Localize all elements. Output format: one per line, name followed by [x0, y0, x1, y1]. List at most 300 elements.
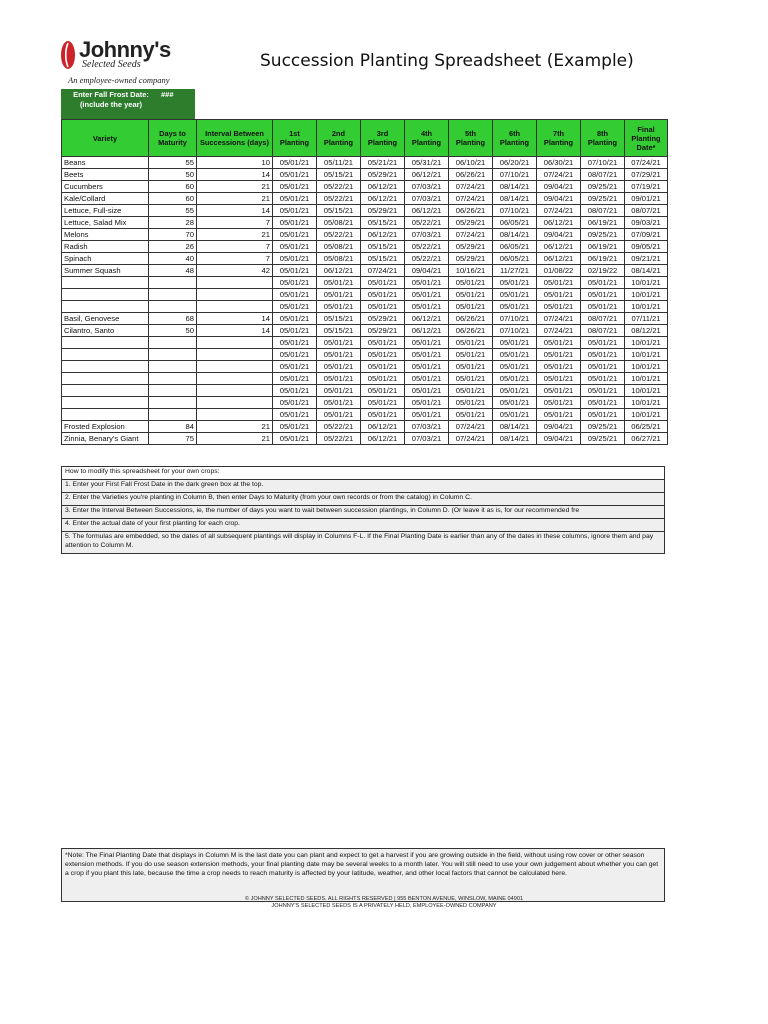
table-row: [62, 361, 668, 373]
interval-cell[interactable]: 7: [197, 241, 273, 253]
interval-cell[interactable]: [197, 337, 273, 349]
variety-cell[interactable]: [62, 361, 149, 373]
final-planting-date-cell: 06/27/21: [625, 433, 668, 445]
planting-date-cell: 09/04/21: [405, 265, 449, 277]
planting-date-cell: 05/15/21: [361, 253, 405, 265]
planting-date-cell: 05/01/21: [537, 361, 581, 373]
variety-cell[interactable]: [62, 277, 149, 289]
planting-date-cell: 06/12/21: [361, 229, 405, 241]
planting-date-cell: 06/12/21: [537, 241, 581, 253]
column-header: 1st Planting: [273, 120, 317, 157]
planting-date-cell: 05/01/21: [361, 409, 405, 421]
planting-date-cell: 05/01/21: [317, 409, 361, 421]
planting-date-cell: 06/05/21: [493, 241, 537, 253]
planting-date-cell: 05/01/21: [537, 373, 581, 385]
interval-cell[interactable]: [197, 373, 273, 385]
interval-cell[interactable]: 7: [197, 253, 273, 265]
column-header: 2nd Planting: [317, 120, 361, 157]
planting-date-cell: 05/22/21: [317, 229, 361, 241]
interval-cell[interactable]: 21: [197, 181, 273, 193]
planting-date-cell: 05/01/21: [449, 349, 493, 361]
variety-cell[interactable]: Cucumbers: [62, 181, 149, 193]
planting-date-cell: 06/19/21: [581, 253, 625, 265]
planting-date-cell: 07/24/21: [449, 421, 493, 433]
interval-cell[interactable]: [197, 301, 273, 313]
table-row: [62, 301, 668, 313]
planting-date-cell: 06/05/21: [493, 253, 537, 265]
planting-date-cell: 09/25/21: [581, 181, 625, 193]
variety-cell[interactable]: [62, 337, 149, 349]
planting-date-cell[interactable]: 05/01/21: [273, 253, 317, 265]
table-row: [62, 277, 668, 289]
instruction-step: 1. Enter your First Fall Frost Date in the dark green box at the top.: [62, 480, 664, 493]
planting-date-cell[interactable]: 05/01/21: [273, 421, 317, 433]
planting-date-cell: 05/01/21: [449, 361, 493, 373]
planting-date-cell: 06/26/21: [449, 169, 493, 181]
planting-date-cell: 05/29/21: [361, 313, 405, 325]
planting-date-cell: 05/01/21: [537, 385, 581, 397]
instructions-heading: How to modify this spreadsheet for your own crops:: [62, 467, 664, 480]
planting-date-cell: 05/22/21: [317, 181, 361, 193]
table-row: [62, 337, 668, 349]
column-header: Final Planting Date*: [625, 120, 668, 157]
planting-date-cell: 05/22/21: [405, 241, 449, 253]
planting-date-cell: 06/12/21: [537, 253, 581, 265]
planting-date-cell: 05/15/21: [361, 217, 405, 229]
planting-date-cell: 11/27/21: [493, 265, 537, 277]
interval-cell[interactable]: [197, 361, 273, 373]
planting-date-cell: 06/10/21: [449, 157, 493, 169]
planting-date-cell[interactable]: 05/01/21: [273, 361, 317, 373]
planting-date-cell: 07/24/21: [449, 433, 493, 445]
planting-date-cell[interactable]: 05/01/21: [273, 385, 317, 397]
frost-date-label: Enter Fall Frost Date: (include the year): [73, 90, 149, 109]
planting-date-cell[interactable]: 05/01/21: [273, 229, 317, 241]
variety-cell[interactable]: Basil, Genovese: [62, 313, 149, 325]
planting-date-cell[interactable]: 05/01/21: [273, 169, 317, 181]
planting-date-cell: 05/01/21: [405, 397, 449, 409]
days-to-maturity-cell[interactable]: 75: [149, 433, 197, 445]
planting-date-cell: 05/29/21: [449, 253, 493, 265]
table-row: [62, 313, 668, 325]
planting-date-cell: 05/01/21: [361, 385, 405, 397]
planting-date-cell: 05/21/21: [361, 157, 405, 169]
days-to-maturity-cell[interactable]: 60: [149, 193, 197, 205]
variety-cell[interactable]: [62, 409, 149, 421]
planting-date-cell: 09/04/21: [537, 229, 581, 241]
planting-date-cell: 05/01/21: [493, 337, 537, 349]
planting-date-cell: 09/25/21: [581, 229, 625, 241]
planting-date-cell: 05/01/21: [361, 397, 405, 409]
final-planting-date-cell: 07/19/21: [625, 181, 668, 193]
days-to-maturity-cell[interactable]: 70: [149, 229, 197, 241]
planting-date-cell: 05/31/21: [405, 157, 449, 169]
planting-date-cell: 05/01/21: [317, 301, 361, 313]
days-to-maturity-cell[interactable]: [149, 385, 197, 397]
days-to-maturity-cell[interactable]: 26: [149, 241, 197, 253]
page-title: Succession Planting Spreadsheet (Example): [260, 51, 634, 71]
planting-date-cell: 09/04/21: [537, 421, 581, 433]
days-to-maturity-cell[interactable]: [149, 397, 197, 409]
interval-cell[interactable]: 21: [197, 433, 273, 445]
interval-cell[interactable]: [197, 289, 273, 301]
variety-cell[interactable]: Zinnia, Benary's Giant: [62, 433, 149, 445]
variety-cell[interactable]: Lettuce, Salad Mix: [62, 217, 149, 229]
column-header: 6th Planting: [493, 120, 537, 157]
planting-date-cell: 05/22/21: [405, 217, 449, 229]
days-to-maturity-cell[interactable]: 68: [149, 313, 197, 325]
planting-date-cell: 05/01/21: [317, 361, 361, 373]
planting-date-cell: 07/03/21: [405, 421, 449, 433]
planting-date-cell: 05/01/21: [581, 289, 625, 301]
planting-date-cell: 05/01/21: [581, 337, 625, 349]
planting-date-cell: 05/11/21: [317, 157, 361, 169]
final-planting-date-cell: 10/01/21: [625, 337, 668, 349]
planting-date-cell: 07/03/21: [405, 229, 449, 241]
days-to-maturity-cell[interactable]: [149, 289, 197, 301]
variety-cell[interactable]: [62, 397, 149, 409]
final-planting-date-cell: 08/14/21: [625, 265, 668, 277]
variety-cell[interactable]: Spinach: [62, 253, 149, 265]
instruction-step: 4. Enter the actual date of your first planting for each crop.: [62, 519, 664, 532]
planting-date-cell[interactable]: 05/01/21: [273, 349, 317, 361]
planting-date-cell: 06/12/21: [361, 181, 405, 193]
planting-date-cell: 05/01/21: [581, 349, 625, 361]
days-to-maturity-cell[interactable]: [149, 373, 197, 385]
interval-cell[interactable]: [197, 349, 273, 361]
planting-date-cell: 05/01/21: [493, 289, 537, 301]
table-row: [62, 169, 668, 181]
planting-date-cell: 05/01/21: [449, 397, 493, 409]
final-planting-date-cell: 09/21/21: [625, 253, 668, 265]
planting-date-cell[interactable]: 05/01/21: [273, 277, 317, 289]
planting-date-cell: 05/01/21: [405, 277, 449, 289]
planting-date-cell: 05/01/21: [361, 349, 405, 361]
header-row: [62, 120, 668, 157]
variety-cell[interactable]: Frosted Explosion: [62, 421, 149, 433]
planting-date-cell: 08/14/21: [493, 181, 537, 193]
interval-cell[interactable]: 42: [197, 265, 273, 277]
planting-date-cell[interactable]: 05/01/21: [273, 217, 317, 229]
planting-date-cell: 05/08/21: [317, 253, 361, 265]
variety-cell[interactable]: [62, 349, 149, 361]
variety-cell[interactable]: Cilantro, Santo: [62, 325, 149, 337]
planting-date-cell: 05/01/21: [581, 409, 625, 421]
planting-date-cell: 09/25/21: [581, 421, 625, 433]
interval-cell[interactable]: 14: [197, 325, 273, 337]
planting-date-cell: 05/01/21: [317, 373, 361, 385]
planting-date-cell: 05/01/21: [581, 361, 625, 373]
final-planting-date-cell: 07/11/21: [625, 313, 668, 325]
final-planting-date-cell: 08/12/21: [625, 325, 668, 337]
column-header: 4th Planting: [405, 120, 449, 157]
planting-date-cell: 06/12/21: [405, 169, 449, 181]
brand-tagline: An employee-owned company: [68, 75, 170, 85]
planting-date-cell[interactable]: 05/01/21: [273, 313, 317, 325]
column-header: 8th Planting: [581, 120, 625, 157]
footer-company: JOHNNY'S SELECTED SEEDS IS A PRIVATELY HELD, EMPLOYEE-OWNED COMPANY: [271, 903, 497, 909]
days-to-maturity-cell[interactable]: 40: [149, 253, 197, 265]
final-planting-date-cell: 06/25/21: [625, 421, 668, 433]
final-planting-date-cell: 10/01/21: [625, 385, 668, 397]
table-row: [62, 397, 668, 409]
planting-date-cell: 05/01/21: [581, 385, 625, 397]
interval-cell[interactable]: [197, 409, 273, 421]
planting-date-cell: 06/12/21: [317, 265, 361, 277]
days-to-maturity-cell[interactable]: [149, 361, 197, 373]
frost-date-value[interactable]: ###: [161, 90, 174, 99]
planting-date-cell: 08/14/21: [493, 229, 537, 241]
table-row: [62, 265, 668, 277]
brand-name: Johnny's: [79, 37, 171, 62]
planting-date-cell: 05/01/21: [493, 301, 537, 313]
planting-date-cell[interactable]: 05/01/21: [273, 325, 317, 337]
table-row: [62, 349, 668, 361]
interval-cell[interactable]: [197, 385, 273, 397]
planting-date-cell: 05/15/21: [317, 313, 361, 325]
interval-cell[interactable]: 21: [197, 229, 273, 241]
final-planting-date-cell: 07/09/21: [625, 229, 668, 241]
variety-cell[interactable]: Kale/Collard: [62, 193, 149, 205]
table-row: [62, 385, 668, 397]
planting-date-cell: 05/01/21: [405, 361, 449, 373]
planting-date-cell: 05/29/21: [361, 169, 405, 181]
final-planting-date-cell: 10/01/21: [625, 289, 668, 301]
planting-date-cell: 05/01/21: [361, 277, 405, 289]
column-header: Days to Maturity: [149, 120, 197, 157]
instructions-box: [61, 466, 665, 554]
planting-date-cell: 06/12/21: [361, 421, 405, 433]
planting-date-cell: 05/29/21: [449, 241, 493, 253]
days-to-maturity-cell[interactable]: [149, 277, 197, 289]
planting-date-cell[interactable]: 05/01/21: [273, 337, 317, 349]
days-to-maturity-cell[interactable]: 60: [149, 181, 197, 193]
planting-date-cell[interactable]: 05/01/21: [273, 205, 317, 217]
table-row: [62, 229, 668, 241]
planting-date-cell: 05/01/21: [405, 349, 449, 361]
planting-date-cell: 07/03/21: [405, 193, 449, 205]
column-header: 7th Planting: [537, 120, 581, 157]
planting-date-cell: 01/08/22: [537, 265, 581, 277]
column-header: Variety: [62, 120, 149, 157]
frost-date-box[interactable]: [61, 89, 195, 119]
planting-date-cell: 05/01/21: [449, 289, 493, 301]
planting-date-cell: 09/04/21: [537, 181, 581, 193]
planting-date-cell[interactable]: 05/01/21: [273, 301, 317, 313]
johnnys-logo: [60, 38, 200, 88]
planting-date-cell: 05/01/21: [449, 337, 493, 349]
planting-date-cell: 05/01/21: [449, 301, 493, 313]
planting-date-cell: 05/01/21: [537, 277, 581, 289]
seed-logo-icon: [60, 40, 76, 70]
planting-date-cell: 05/29/21: [449, 217, 493, 229]
planting-date-cell: 05/08/21: [317, 217, 361, 229]
planting-date-cell: 09/25/21: [581, 433, 625, 445]
interval-cell[interactable]: 7: [197, 217, 273, 229]
interval-cell[interactable]: 14: [197, 313, 273, 325]
table-row: [62, 205, 668, 217]
days-to-maturity-cell[interactable]: 55: [149, 205, 197, 217]
planting-date-cell[interactable]: 05/01/21: [273, 409, 317, 421]
final-planting-date-cell: 10/01/21: [625, 349, 668, 361]
variety-cell[interactable]: [62, 373, 149, 385]
planting-date-cell: 05/01/21: [581, 373, 625, 385]
days-to-maturity-cell[interactable]: [149, 337, 197, 349]
variety-cell[interactable]: Melons: [62, 229, 149, 241]
planting-date-cell[interactable]: 05/01/21: [273, 265, 317, 277]
table-row: [62, 181, 668, 193]
planting-date-cell: 06/19/21: [581, 217, 625, 229]
days-to-maturity-cell[interactable]: 50: [149, 169, 197, 181]
planting-date-cell: 06/30/21: [537, 157, 581, 169]
planting-date-cell: 05/01/21: [449, 373, 493, 385]
table-row: [62, 157, 668, 169]
planting-date-cell[interactable]: 05/01/21: [273, 241, 317, 253]
planting-date-cell: 05/15/21: [317, 325, 361, 337]
interval-cell[interactable]: 14: [197, 169, 273, 181]
planting-date-cell: 05/01/21: [493, 385, 537, 397]
planting-date-cell: 07/24/21: [537, 325, 581, 337]
table-row: [62, 409, 668, 421]
planting-date-cell: 05/01/21: [361, 373, 405, 385]
variety-cell[interactable]: [62, 289, 149, 301]
planting-date-cell: 05/01/21: [581, 397, 625, 409]
final-planting-date-cell: 09/01/21: [625, 193, 668, 205]
days-to-maturity-cell[interactable]: [149, 409, 197, 421]
final-planting-date-cell: 10/01/21: [625, 397, 668, 409]
planting-date-cell: 09/04/21: [537, 193, 581, 205]
planting-date-cell: 07/24/21: [361, 265, 405, 277]
interval-cell[interactable]: 14: [197, 205, 273, 217]
planting-date-cell[interactable]: 05/01/21: [273, 193, 317, 205]
planting-date-cell: 05/01/21: [317, 385, 361, 397]
days-to-maturity-cell[interactable]: 84: [149, 421, 197, 433]
planting-date-cell: 05/01/21: [581, 277, 625, 289]
planting-date-cell: 07/24/21: [449, 193, 493, 205]
planting-date-cell[interactable]: 05/01/21: [273, 289, 317, 301]
days-to-maturity-cell[interactable]: 48: [149, 265, 197, 277]
days-to-maturity-cell[interactable]: [149, 349, 197, 361]
planting-date-cell: 08/14/21: [493, 421, 537, 433]
planting-date-cell: 06/12/21: [537, 217, 581, 229]
table-row: [62, 421, 668, 433]
planting-date-cell: 05/01/21: [361, 301, 405, 313]
planting-date-cell: 05/01/21: [405, 301, 449, 313]
planting-date-cell: 05/01/21: [405, 409, 449, 421]
table-row: [62, 253, 668, 265]
planting-date-cell: 07/03/21: [405, 433, 449, 445]
planting-date-cell: 06/12/21: [405, 205, 449, 217]
planting-date-cell: 08/07/21: [581, 313, 625, 325]
interval-cell[interactable]: 10: [197, 157, 273, 169]
planting-date-cell: 05/01/21: [449, 277, 493, 289]
planting-date-cell: 06/12/21: [361, 193, 405, 205]
variety-cell[interactable]: Summer Squash: [62, 265, 149, 277]
table-row: [62, 373, 668, 385]
column-header: Interval Between Successions (days): [197, 120, 273, 157]
planting-date-cell: 07/24/21: [449, 181, 493, 193]
planting-date-cell: 05/15/21: [317, 205, 361, 217]
planting-date-cell: 06/20/21: [493, 157, 537, 169]
planting-date-cell: 06/12/21: [405, 313, 449, 325]
planting-date-cell: 05/01/21: [361, 361, 405, 373]
variety-cell[interactable]: [62, 385, 149, 397]
planting-date-cell: 05/01/21: [317, 289, 361, 301]
planting-date-cell: 05/01/21: [405, 373, 449, 385]
planting-date-cell: 05/15/21: [361, 241, 405, 253]
planting-date-cell: 05/22/21: [317, 193, 361, 205]
planting-date-cell: 05/01/21: [317, 277, 361, 289]
table-body: [62, 157, 668, 445]
days-to-maturity-cell[interactable]: [149, 301, 197, 313]
interval-cell[interactable]: 21: [197, 421, 273, 433]
planting-date-cell: 06/19/21: [581, 241, 625, 253]
final-planting-date-cell: 09/05/21: [625, 241, 668, 253]
table-row: [62, 193, 668, 205]
planting-date-cell[interactable]: 05/01/21: [273, 181, 317, 193]
interval-cell[interactable]: 21: [197, 193, 273, 205]
footer: [0, 896, 768, 910]
planting-date-cell: 05/01/21: [537, 289, 581, 301]
column-header: 5th Planting: [449, 120, 493, 157]
planting-date-cell: 05/01/21: [537, 397, 581, 409]
planting-date-cell: 07/24/21: [537, 205, 581, 217]
planting-date-cell: 05/01/21: [537, 349, 581, 361]
footer-copyright: © JOHNNY SELECTED SEEDS. ALL RIGHTS RESERVED | 955 BENTON AVENUE, WINSLOW, MAINE 04901: [244, 896, 524, 902]
planting-date-cell: 08/14/21: [493, 193, 537, 205]
interval-cell[interactable]: [197, 397, 273, 409]
planting-date-cell[interactable]: 05/01/21: [273, 373, 317, 385]
planting-date-cell: 06/12/21: [405, 325, 449, 337]
planting-date-cell[interactable]: 05/01/21: [273, 157, 317, 169]
table-row: [62, 433, 668, 445]
interval-cell[interactable]: [197, 277, 273, 289]
variety-cell[interactable]: Beets: [62, 169, 149, 181]
planting-date-cell: 05/01/21: [537, 337, 581, 349]
planting-date-cell[interactable]: 05/01/21: [273, 397, 317, 409]
variety-cell[interactable]: Beans: [62, 157, 149, 169]
table-row: [62, 325, 668, 337]
planting-date-cell: 06/26/21: [449, 325, 493, 337]
planting-date-cell: 07/24/21: [537, 313, 581, 325]
planting-date-cell: 02/19/22: [581, 265, 625, 277]
planting-date-cell: 05/01/21: [581, 301, 625, 313]
planting-date-cell: 05/22/21: [317, 433, 361, 445]
planting-date-cell: 05/01/21: [317, 337, 361, 349]
days-to-maturity-cell[interactable]: 50: [149, 325, 197, 337]
planting-date-cell[interactable]: 05/01/21: [273, 433, 317, 445]
planting-date-cell: 09/04/21: [537, 433, 581, 445]
variety-cell[interactable]: [62, 301, 149, 313]
planting-date-cell: 05/01/21: [405, 385, 449, 397]
planting-date-cell: 05/01/21: [493, 361, 537, 373]
final-planting-date-cell: 10/01/21: [625, 361, 668, 373]
final-planting-date-cell: 08/07/21: [625, 205, 668, 217]
planting-date-cell: 07/24/21: [537, 169, 581, 181]
days-to-maturity-cell[interactable]: 28: [149, 217, 197, 229]
final-planting-date-cell: 10/01/21: [625, 301, 668, 313]
variety-cell[interactable]: Lettuce, Full-size: [62, 205, 149, 217]
planting-date-cell: 05/01/21: [493, 409, 537, 421]
instruction-step: 5. The formulas are embedded, so the dates of all subsequent plantings will display in Columns F-L. If the Final Planting Date is earlier than any of the dates in these columns, ignore them and pay attention to Column M.: [62, 532, 664, 553]
planting-date-cell: 07/10/21: [493, 313, 537, 325]
days-to-maturity-cell[interactable]: 55: [149, 157, 197, 169]
final-planting-date-cell: 09/03/21: [625, 217, 668, 229]
planting-date-cell: 05/01/21: [405, 337, 449, 349]
planting-date-cell: 07/10/21: [493, 169, 537, 181]
planting-date-cell: 05/01/21: [449, 385, 493, 397]
variety-cell[interactable]: Radish: [62, 241, 149, 253]
